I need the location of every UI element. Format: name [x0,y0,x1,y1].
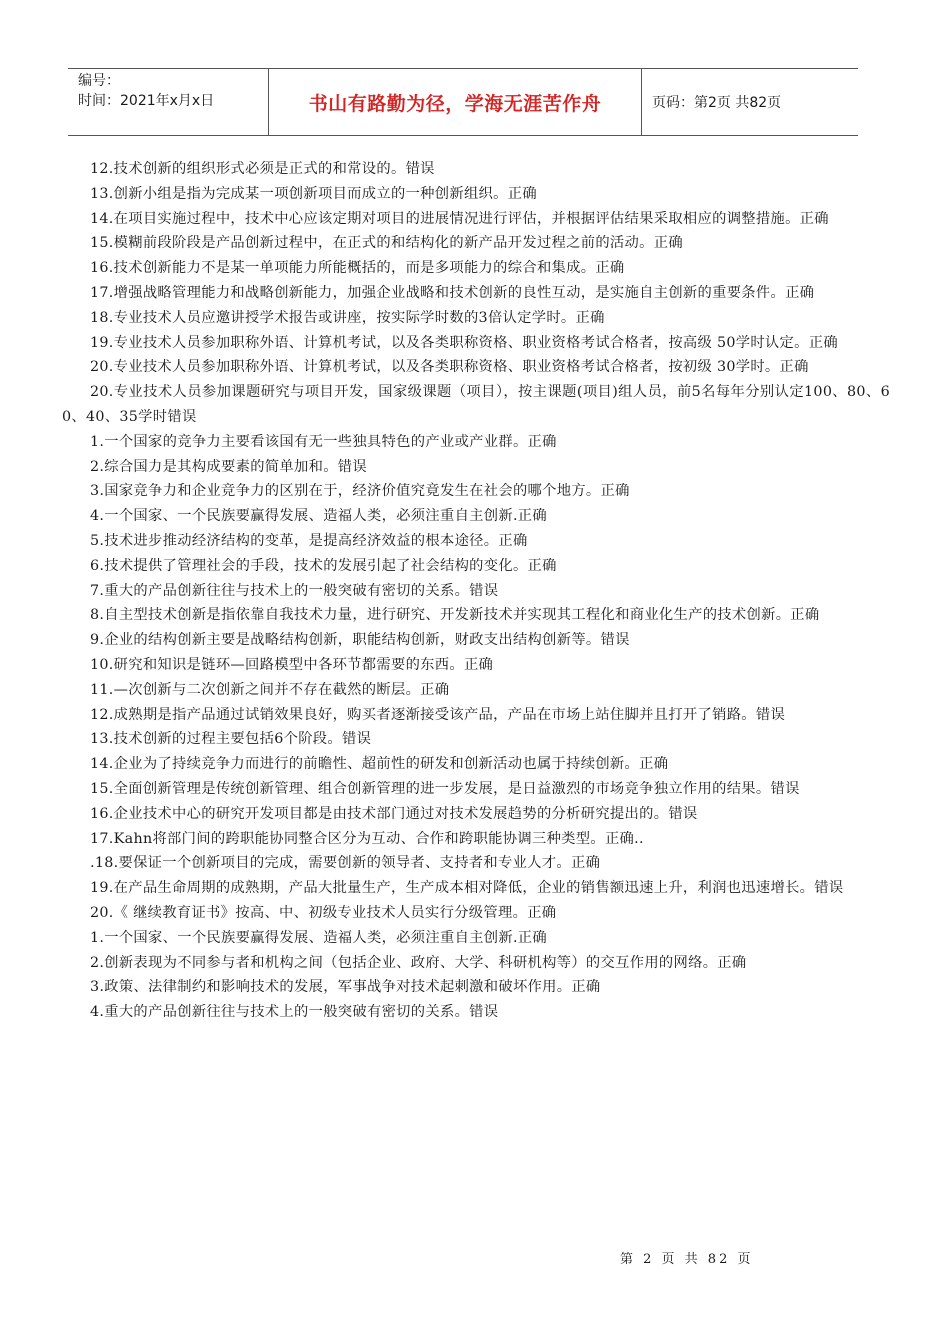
item-paragraph: 12.成熟期是指产品通过试销效果良好，购买者逐渐接受该产品，产品在市场上站住脚并且打开了销路。错误 [90,706,786,723]
item-paragraph: 19.专业技术人员参加职称外语、计算机考试，以及各类职称资格、职业资格考试合格者，按高级 50学时认定。正确 [90,334,838,351]
item-paragraph: 11.—次创新与二次创新之间并不存在截然的断层。正确 [90,681,450,698]
item-paragraph: 8.自主型技术创新是指依靠自我技术力量，进行研究、开发新技术并实现其工程化和商业化生产的技术创新。正确 [90,607,820,624]
item-paragraph: 1.一个国家、一个民族要赢得发展、造福人类，必须注重自主创新.正确 [90,929,547,946]
item-paragraph: 19.在产品生命周期的成熟期，产品大批量生产，生产成本相对降低，企业的销售额迅速上升，利润也迅速增长。错误 [90,880,844,897]
item-paragraph: 9.企业的结构创新主要是战略结构创新，职能结构创新，财政支出结构创新等。错误 [90,632,630,649]
item-paragraph: 20.《 继续教育证书》按高、中、初级专业技术人员实行分级管理。正确 [90,904,557,921]
item-paragraph: 7.重大的产品创新往往与技术上的一般突破有密切的关系。错误 [90,582,499,599]
header-page-cell [642,69,858,135]
item-paragraph: 6.技术提供了管理社会的手段，技术的发展引起了社会结构的变化。正确 [90,557,557,574]
item-paragraph: 17.增强战略管理能力和战略创新能力，加强企业战略和技术创新的良性互动，是实施自主创新的重要条件。正确 [90,284,815,301]
item-paragraph: 10.研究和知识是链环—回路模型中各环节都需要的东西。正确 [90,656,494,673]
item-paragraph: 4.一个国家、一个民族要赢得发展、造福人类，必须注重自主创新.正确 [90,508,547,525]
item-paragraph: 12.技术创新的组织形式必须是正式的和常设的。错误 [90,161,435,177]
item-paragraph: 16.技术创新能力不是某一单项能力所能概括的，而是多项能力的综合和集成。正确 [90,260,625,277]
item-paragraph: 17.Kahn将部门间的跨职能协同整合区分为互动、合作和跨职能协调三种类型。正确.. [90,830,644,847]
header-motto-cell [269,69,642,135]
code-label: 编号： [78,73,120,89]
header-meta [68,69,269,135]
time-label: 时间：2021年x月x日 [78,93,215,109]
document-body [62,157,890,1025]
item-paragraph: 18.专业技术人员应邀讲授学术报告或讲座，按实际学时数的3倍认定学时。正确 [90,309,605,326]
item-paragraph: 1.一个国家的竞争力主要看该国有无一些独具特色的产业或产业群。正确 [90,433,557,450]
item-paragraph: 13.创新小组是指为完成某一项创新项目而成立的一种创新组织。正确 [90,185,537,202]
item-paragraph: 5.技术进步推动经济结构的变革，是提高经济效益的根本途径。正确 [90,532,528,549]
item-paragraph: 3.国家竞争力和企业竞争力的区别在于，经济价值究竟发生在社会的哪个地方。正确 [90,483,630,500]
item-paragraph: .18.要保证一个创新项目的完成，需要创新的领导者、支持者和专业人才。正确 [90,855,601,872]
item-paragraph: 20.专业技术人员参加职称外语、计算机考试，以及各类职称资格、职业资格考试合格者，按初级 30学时。正确 [90,359,809,376]
item-paragraph: 4.重大的产品创新往往与技术上的一般突破有密切的关系。错误 [90,1004,499,1021]
item-paragraph: 13.技术创新的过程主要包括6个阶段。错误 [90,731,372,748]
item-paragraph: 2.创新表现为不同参与者和机构之间（包括企业、政府、大学、科研机构等）的交互作用的网络。正确 [90,954,747,971]
page-label: 页码：第2页 共82页 [652,95,782,111]
item-paragraph: 15.全面创新管理是传统创新管理、组合创新管理的进一步发展，是日益激烈的市场竞争独立作用的结果。错误 [90,780,800,797]
page-header [68,68,858,136]
item-paragraph: 15.模糊前段阶段是产品创新过程中，在正式的和结构化的新产品开发过程之前的活动。正确 [90,235,683,252]
item-paragraph: 16.企业技术中心的研究开发项目都是由技术部门通过对技术发展趋势的分析研究提出的。错误 [90,805,698,822]
item-paragraph: 14.在项目实施过程中，技术中心应该定期对项目的进展情况进行评估，并根据评估结果采取相应的调整措施。正确 [90,210,829,227]
item-paragraph: 2.综合国力是其构成要素的简单加和。错误 [90,458,367,475]
item-paragraph: 3.政策、法律制约和影响技术的发展，军事战争对技术起刺激和破坏作用。正确 [90,979,601,996]
page-footer: 第 2 页 共 82 页 [620,1252,754,1267]
item-paragraph: 20.专业技术人员参加课题研究与项目开发，国家级课题（项目），按主课题(项目)组人员，前5名每年分别认定100、80、60、40、35学时错误 [62,384,890,425]
item-paragraph: 14.企业为了持续竞争力而进行的前瞻性、超前性的研发和创新活动也属于持续创新。正确 [90,756,669,773]
motto-text: 书山有路勤为径，学海无涯苦作舟 [308,92,602,115]
